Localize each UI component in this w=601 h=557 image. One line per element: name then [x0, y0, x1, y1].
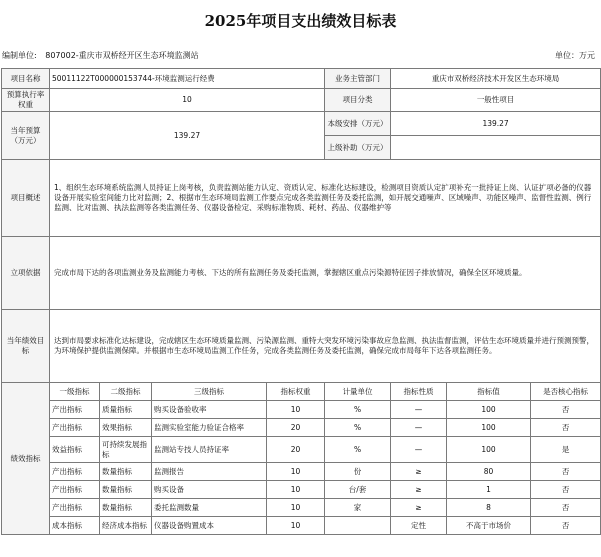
cell-weight: 10: [267, 401, 325, 419]
cell-level1: 效益指标: [50, 437, 100, 463]
table-row: [2, 463, 601, 481]
cell-level3: 监测实验室能力验证合格率: [152, 419, 267, 437]
cell-unit: %: [325, 401, 391, 419]
cell-value: 80: [447, 463, 531, 481]
weight-label: 预算执行率权重: [2, 89, 50, 112]
cell-unit: 份: [325, 463, 391, 481]
table-row: [2, 517, 601, 535]
cell-level3: 购买设备验收率: [152, 401, 267, 419]
cell-level2: 经济成本指标: [100, 517, 152, 535]
indicators-label: 绩效指标: [2, 383, 50, 535]
upper-value: [391, 136, 601, 160]
dept-value: 重庆市双桥经济技术开发区生态环境局: [391, 69, 601, 89]
cell-level2: 可持续发展指标: [100, 437, 152, 463]
local-value: 139.27: [391, 112, 601, 136]
cell-level3: 仪器设备购置成本: [152, 517, 267, 535]
page-title: 2025年项目支出绩效目标表: [204, 12, 397, 30]
header-weight: 指标权重: [267, 383, 325, 401]
cell-value: 1: [447, 481, 531, 499]
cell-nature: —: [391, 401, 447, 419]
basis-label: 立项依据: [2, 237, 50, 310]
cell-level3: 监测报告: [152, 463, 267, 481]
cell-level2: 效果指标: [100, 419, 152, 437]
unit-label: 编制单位:: [2, 51, 37, 60]
cell-core: 否: [531, 401, 601, 419]
cell-unit: [325, 517, 391, 535]
cell-core: 否: [531, 517, 601, 535]
cell-weight: 10: [267, 481, 325, 499]
cell-level1: 成本指标: [50, 517, 100, 535]
project-name-value: 50011122T000000153744-环境监测运行经费: [50, 69, 325, 89]
cell-weight: 20: [267, 419, 325, 437]
performance-table: [1, 68, 601, 535]
table-row: [2, 499, 601, 517]
cell-core: 否: [531, 481, 601, 499]
cell-level2: 数量指标: [100, 481, 152, 499]
project-name-label: 项目名称: [2, 69, 50, 89]
dept-label: 业务主管部门: [325, 69, 391, 89]
cell-core: 否: [531, 419, 601, 437]
cell-value: 100: [447, 401, 531, 419]
cell-unit: %: [325, 437, 391, 463]
table-row: [2, 481, 601, 499]
table-row: [2, 437, 601, 463]
cell-value: 8: [447, 499, 531, 517]
header-unit: 计量单位: [325, 383, 391, 401]
category-value: 一般性项目: [391, 89, 601, 112]
cell-level1: 产出指标: [50, 481, 100, 499]
cell-core: 否: [531, 499, 601, 517]
cell-weight: 10: [267, 517, 325, 535]
unit-value: 807002-重庆市双桥经开区生态环境监测站: [45, 51, 199, 60]
cell-nature: ≥: [391, 481, 447, 499]
header-level3: 三级指标: [152, 383, 267, 401]
cell-level2: 数量指标: [100, 499, 152, 517]
header-nature: 指标性质: [391, 383, 447, 401]
cell-nature: —: [391, 419, 447, 437]
budget-label: 当年预算（万元）: [2, 112, 50, 160]
cell-unit: 家: [325, 499, 391, 517]
cell-nature: —: [391, 437, 447, 463]
cell-core: 否: [531, 463, 601, 481]
cell-nature: ≥: [391, 463, 447, 481]
overview-text: 1、组织生态环境系统监测人员持证上岗考核，负责监测站能力认定、资质认定、标准化达标建设，检测项目资质认定扩项补充一批持证上岗、认证扩项必备的仪器设备开展实验室间能力比对监测；2、根据市生态环境局监测工作要点完成各类监测任务及委托监测，如开展交通噪声、区域噪声、功能区噪声、监督性监测、例行监测、比对监测、执法监测等各类监测任务、仪器设备检定、采购标准物质、耗材、药品、仪器维护等: [50, 160, 601, 237]
cell-value: 100: [447, 437, 531, 463]
unit-info: [2, 50, 199, 61]
cell-weight: 20: [267, 437, 325, 463]
category-label: 项目分类: [325, 89, 391, 112]
goal-text: 达到市局要求标准化达标建设，完成辖区生态环境质量监测、污染源监测、重特大突发环境污染事故应急监测、执法监督监测，评估生态环境质量并进行预测预警，为环境保护提供监测保障。并根据市生态环境局监测工作任务，完成各类监测任务及委托监测，确保完成市局每年下达各项监测任务。: [50, 310, 601, 383]
cell-value: 100: [447, 419, 531, 437]
upper-label: 上级补助（万元）: [325, 136, 391, 160]
header-level1: 一级指标: [50, 383, 100, 401]
header-value: 指标值: [447, 383, 531, 401]
weight-value: 10: [50, 89, 325, 112]
currency-unit: 单位：万元: [555, 51, 595, 60]
cell-nature: ≥: [391, 499, 447, 517]
cell-level1: 产出指标: [50, 419, 100, 437]
cell-level1: 产出指标: [50, 463, 100, 481]
table-row: [2, 419, 601, 437]
cell-weight: 10: [267, 463, 325, 481]
budget-value: 139.27: [50, 112, 325, 160]
cell-level1: 产出指标: [50, 499, 100, 517]
cell-level3: 购买设备: [152, 481, 267, 499]
cell-level3: 委托监测数量: [152, 499, 267, 517]
table-row: [2, 401, 601, 419]
header-level2: 二级指标: [100, 383, 152, 401]
cell-level2: 数量指标: [100, 463, 152, 481]
local-label: 本级安排（万元）: [325, 112, 391, 136]
cell-level2: 质量指标: [100, 401, 152, 419]
cell-weight: 10: [267, 499, 325, 517]
overview-label: 项目概述: [2, 160, 50, 237]
cell-unit: 台/套: [325, 481, 391, 499]
basis-text: 完成市局下达的各项监测业务及监测能力考核、下达的所有监测任务及委托监测，掌握辖区重点污染源特征因子排放情况，确保全区环境质量。: [50, 237, 601, 310]
goal-label: 当年绩效目标: [2, 310, 50, 383]
cell-unit: %: [325, 419, 391, 437]
cell-level1: 产出指标: [50, 401, 100, 419]
cell-value: 不高于市场价: [447, 517, 531, 535]
cell-nature: 定性: [391, 517, 447, 535]
cell-level3: 监测站专技人员持证率: [152, 437, 267, 463]
header-core: 是否核心指标: [531, 383, 601, 401]
cell-core: 是: [531, 437, 601, 463]
